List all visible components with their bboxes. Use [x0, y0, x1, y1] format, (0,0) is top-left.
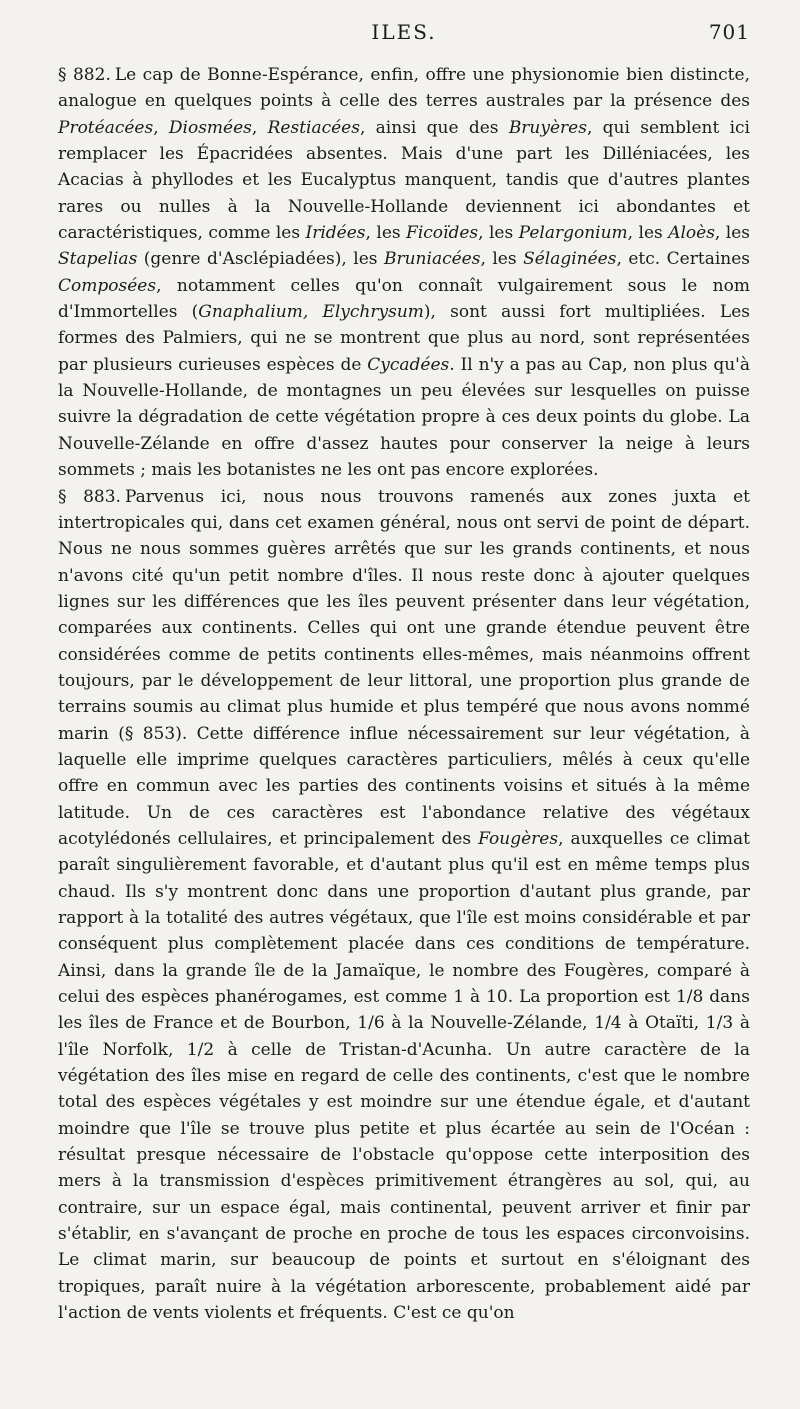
- page-number: 701: [708, 20, 750, 44]
- italic-term: Bruniacées: [383, 249, 481, 270]
- italic-term: Fougères: [478, 828, 559, 849]
- italic-term: Stapelias: [58, 249, 138, 270]
- italic-term: Ficoïdes: [406, 223, 479, 244]
- paragraph-text: Le cap de Bonne-Espérance, enfin, offre une physionomie bien distincte, analogue en quelques points à celle des terres australes par la présence des Protéacées, Diosmées, Restiacées, ainsi que des Bruyères, qui semblent ici remplacer les Épacridées absentes. Mais d'une part les Dilléniacées, les Acacias à phyllodes et les Eucalyptus manquent, tandis que d'autres plantes rares ou nulles à la Nouvelle-Hollande deviennent ici abondantes et caractéristiques, comme les Iridées, les Ficoïdes, les Pelargonium, les Aloès, les Stapelias (genre d'Asclépiadées), les Bruniacées, les Sélaginées, etc. Certaines Composées, notamment celles qu'on connaît vulgairement sous le nom d'Immortelles (Gnaphalium, Elychrysum), sont aussi fort multipliées. Les formes des Palmiers, qui ne se montrent que plus au nord, sont représentées par plusieurs curieuses espèces de Cycadées. Il n'y a pas au Cap, non plus qu'à la Nouvelle-Hollande, de montagnes un peu élevées sur lesquelles on puisse suivre la dégradation de cette végétation propre à ces deux points du globe. La Nouvelle-Zélande en offre d'assez hautes pour conserver la neige à leurs sommets ; mais les botanistes ne les ont pas encore explorées.: [58, 65, 750, 481]
- italic-term: Cycadées: [367, 354, 450, 375]
- page-header: [58, 18, 750, 54]
- italic-term: Sélaginées: [523, 249, 617, 270]
- paragraph-883: [58, 484, 750, 1327]
- italic-term: Bruyères: [508, 117, 587, 138]
- paragraph-text: Parvenus ici, nous nous trouvons ramenés aux zones juxta et intertropicales qui, dans cet examen général, nous ont servi de point de départ. Nous ne nous sommes guères arrêtés que sur les grands continents, et nous n'avons cité qu'un petit nombre d'îles. Il nous reste donc à ajouter quelques lignes sur les différences que les îles peuvent présenter dans leur végétation, comparées aux continents. Celles qui ont une grande étendue peuvent être considérées comme de petits continents elles-mêmes, mais néanmoins offrent toujours, par le développement de leur littoral, une proportion plus grande de terrains soumis au climat plus humide et plus tempéré que nous avons nommé marin (§ 853). Cette différence influe nécessairement sur leur végétation, à laquelle elle imprime quelques caractères particuliers, mêlés à ceux qu'elle offre en commun avec les parties des continents voisins et situés à la même latitude. Un de ces caractères est l'abondance relative des végétaux acotylédonés cellulaires, et principalement des Fougères, auxquelles ce climat paraît singulièrement favorable, et d'autant plus qu'il est en même temps plus chaud. Ils s'y montrent donc dans une proportion d'autant plus grande, par rapport à la totalité des autres végétaux, que l'île est moins considérable et par conséquent plus complètement placée dans ces conditions de température. Ainsi, dans la grande île de la Jamaïque, le nombre des Fougères, comparé à celui des espèces phanérogames, est comme 1 à 10. La proportion est 1/8 dans les îles de France et de Bourbon, 1/6 à la Nouvelle-Zélande, 1/4 à Otaïti, 1/3 à l'île Norfolk, 1/2 à celle de Tristan-d'Acunha. Un autre caractère de la végétation des îles mise en regard de celle des continents, c'est que le nombre total des espèces végétales y est moindre sur une étendue égale, et d'autant moindre que l'île se trouve plus petite et plus écartée au sein de l'Océan : résultat presque nécessaire de l'obstacle qu'oppose cette interposition des mers à la transmission d'espèces primitivement étrangères au sol, qui, au contraire, sur un espace égal, mais continental, peuvent arriver et finir par s'établir, en s'avançant de proche en proche de tous les espaces circonvoisins. Le climat marin, sur beaucoup de points et surtout en s'éloignant des tropiques, paraît nuire à la végétation arborescente, probablement aidé par l'action de vents violents et fréquents. C'est ce qu'on: [58, 486, 750, 1324]
- italic-term: Composées: [58, 275, 157, 296]
- italic-term: Gnaphalium, Elychrysum: [198, 302, 424, 323]
- italic-term: Pelargonium: [518, 223, 628, 244]
- italic-term: Aloès: [668, 223, 715, 244]
- section-number: § 883.: [58, 486, 121, 507]
- running-head: ILES.: [371, 20, 437, 44]
- italic-term: Protéacées: [58, 117, 154, 138]
- book-page: [58, 18, 750, 1388]
- section-number: § 882.: [58, 65, 111, 85]
- italic-term: Iridées: [305, 223, 366, 244]
- italic-term: Diosmées: [168, 117, 252, 138]
- paragraph-882: [58, 62, 750, 484]
- italic-term: Restiacées: [267, 117, 360, 138]
